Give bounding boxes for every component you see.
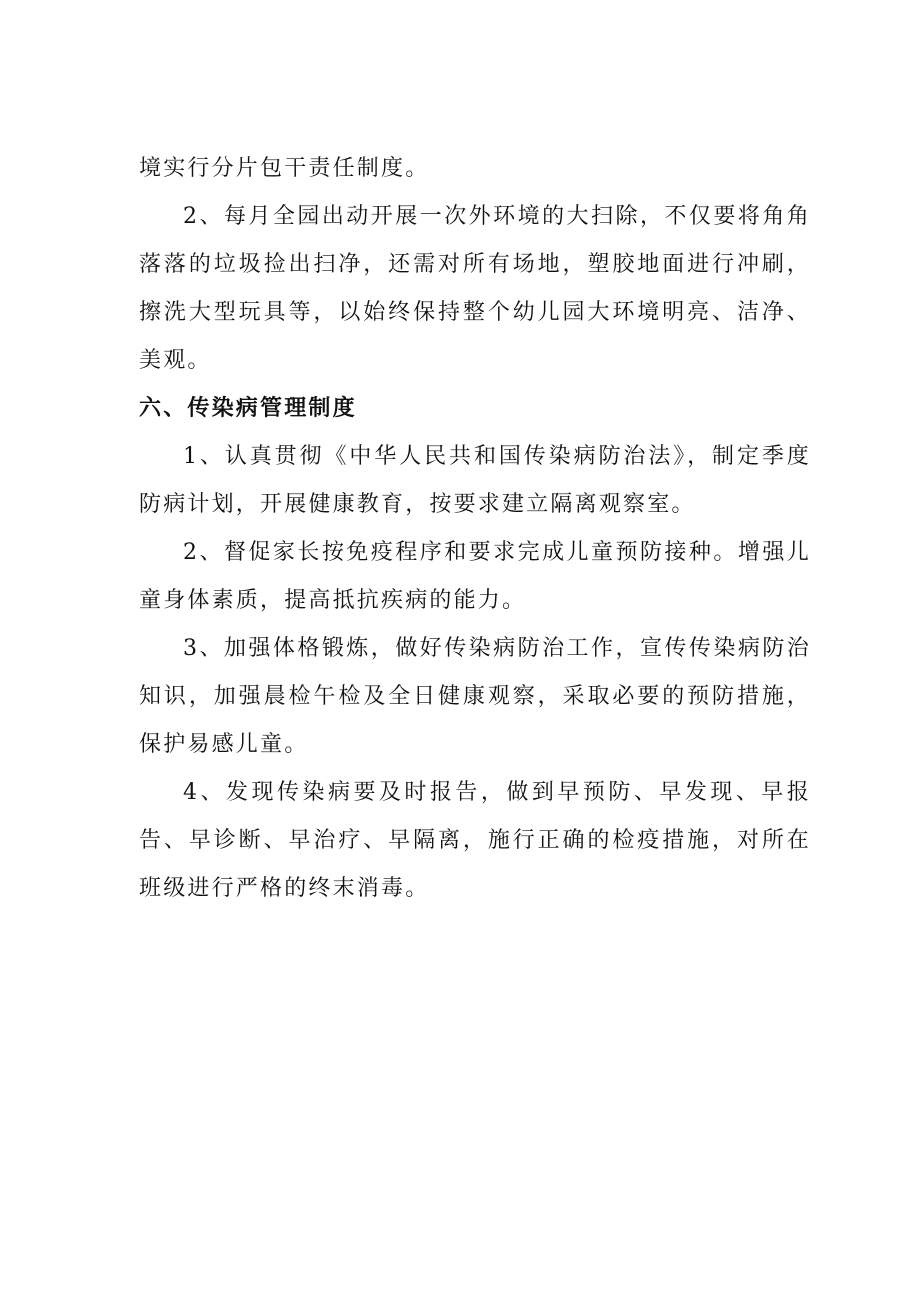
disease-rule-2: 2、督促家长按免疫程序和要求完成儿童预防接种。增强儿童身体素质，提高抵抗疾病的能力。 [139,540,811,613]
section-heading: 六、传染病管理制度 [139,396,357,421]
disease-rule-4: 4、发现传染病要及时报告，做到早预防、早发现、早报告、早诊断、早治疗、早隔离，施行正确的检疫措施，对所在班级进行严格的终末消毒。 [139,780,811,901]
cleaning-rule-2: 2、每月全园出动开展一次外环境的大扫除，不仅要将角角落落的垃圾捡出扫净，还需对所有场地，塑胶地面进行冲刷，擦洗大型玩具等，以始终保持整个幼儿园大环境明亮、洁净、美观。 [139,204,811,373]
continuation-paragraph: 境实行分片包干责任制度。 [139,156,430,181]
disease-rule-3: 3、加强体格锻炼，做好传染病防治工作，宣传传染病防治知识，加强晨检午检及全日健康观察，采取必要的预防措施，保护易感儿童。 [139,636,811,757]
document-body [139,145,811,913]
disease-rule-1: 1、认真贯彻《中华人民共和国传染病防治法》，制定季度防病计划，开展健康教育，按要求建立隔离观察室。 [139,444,811,517]
